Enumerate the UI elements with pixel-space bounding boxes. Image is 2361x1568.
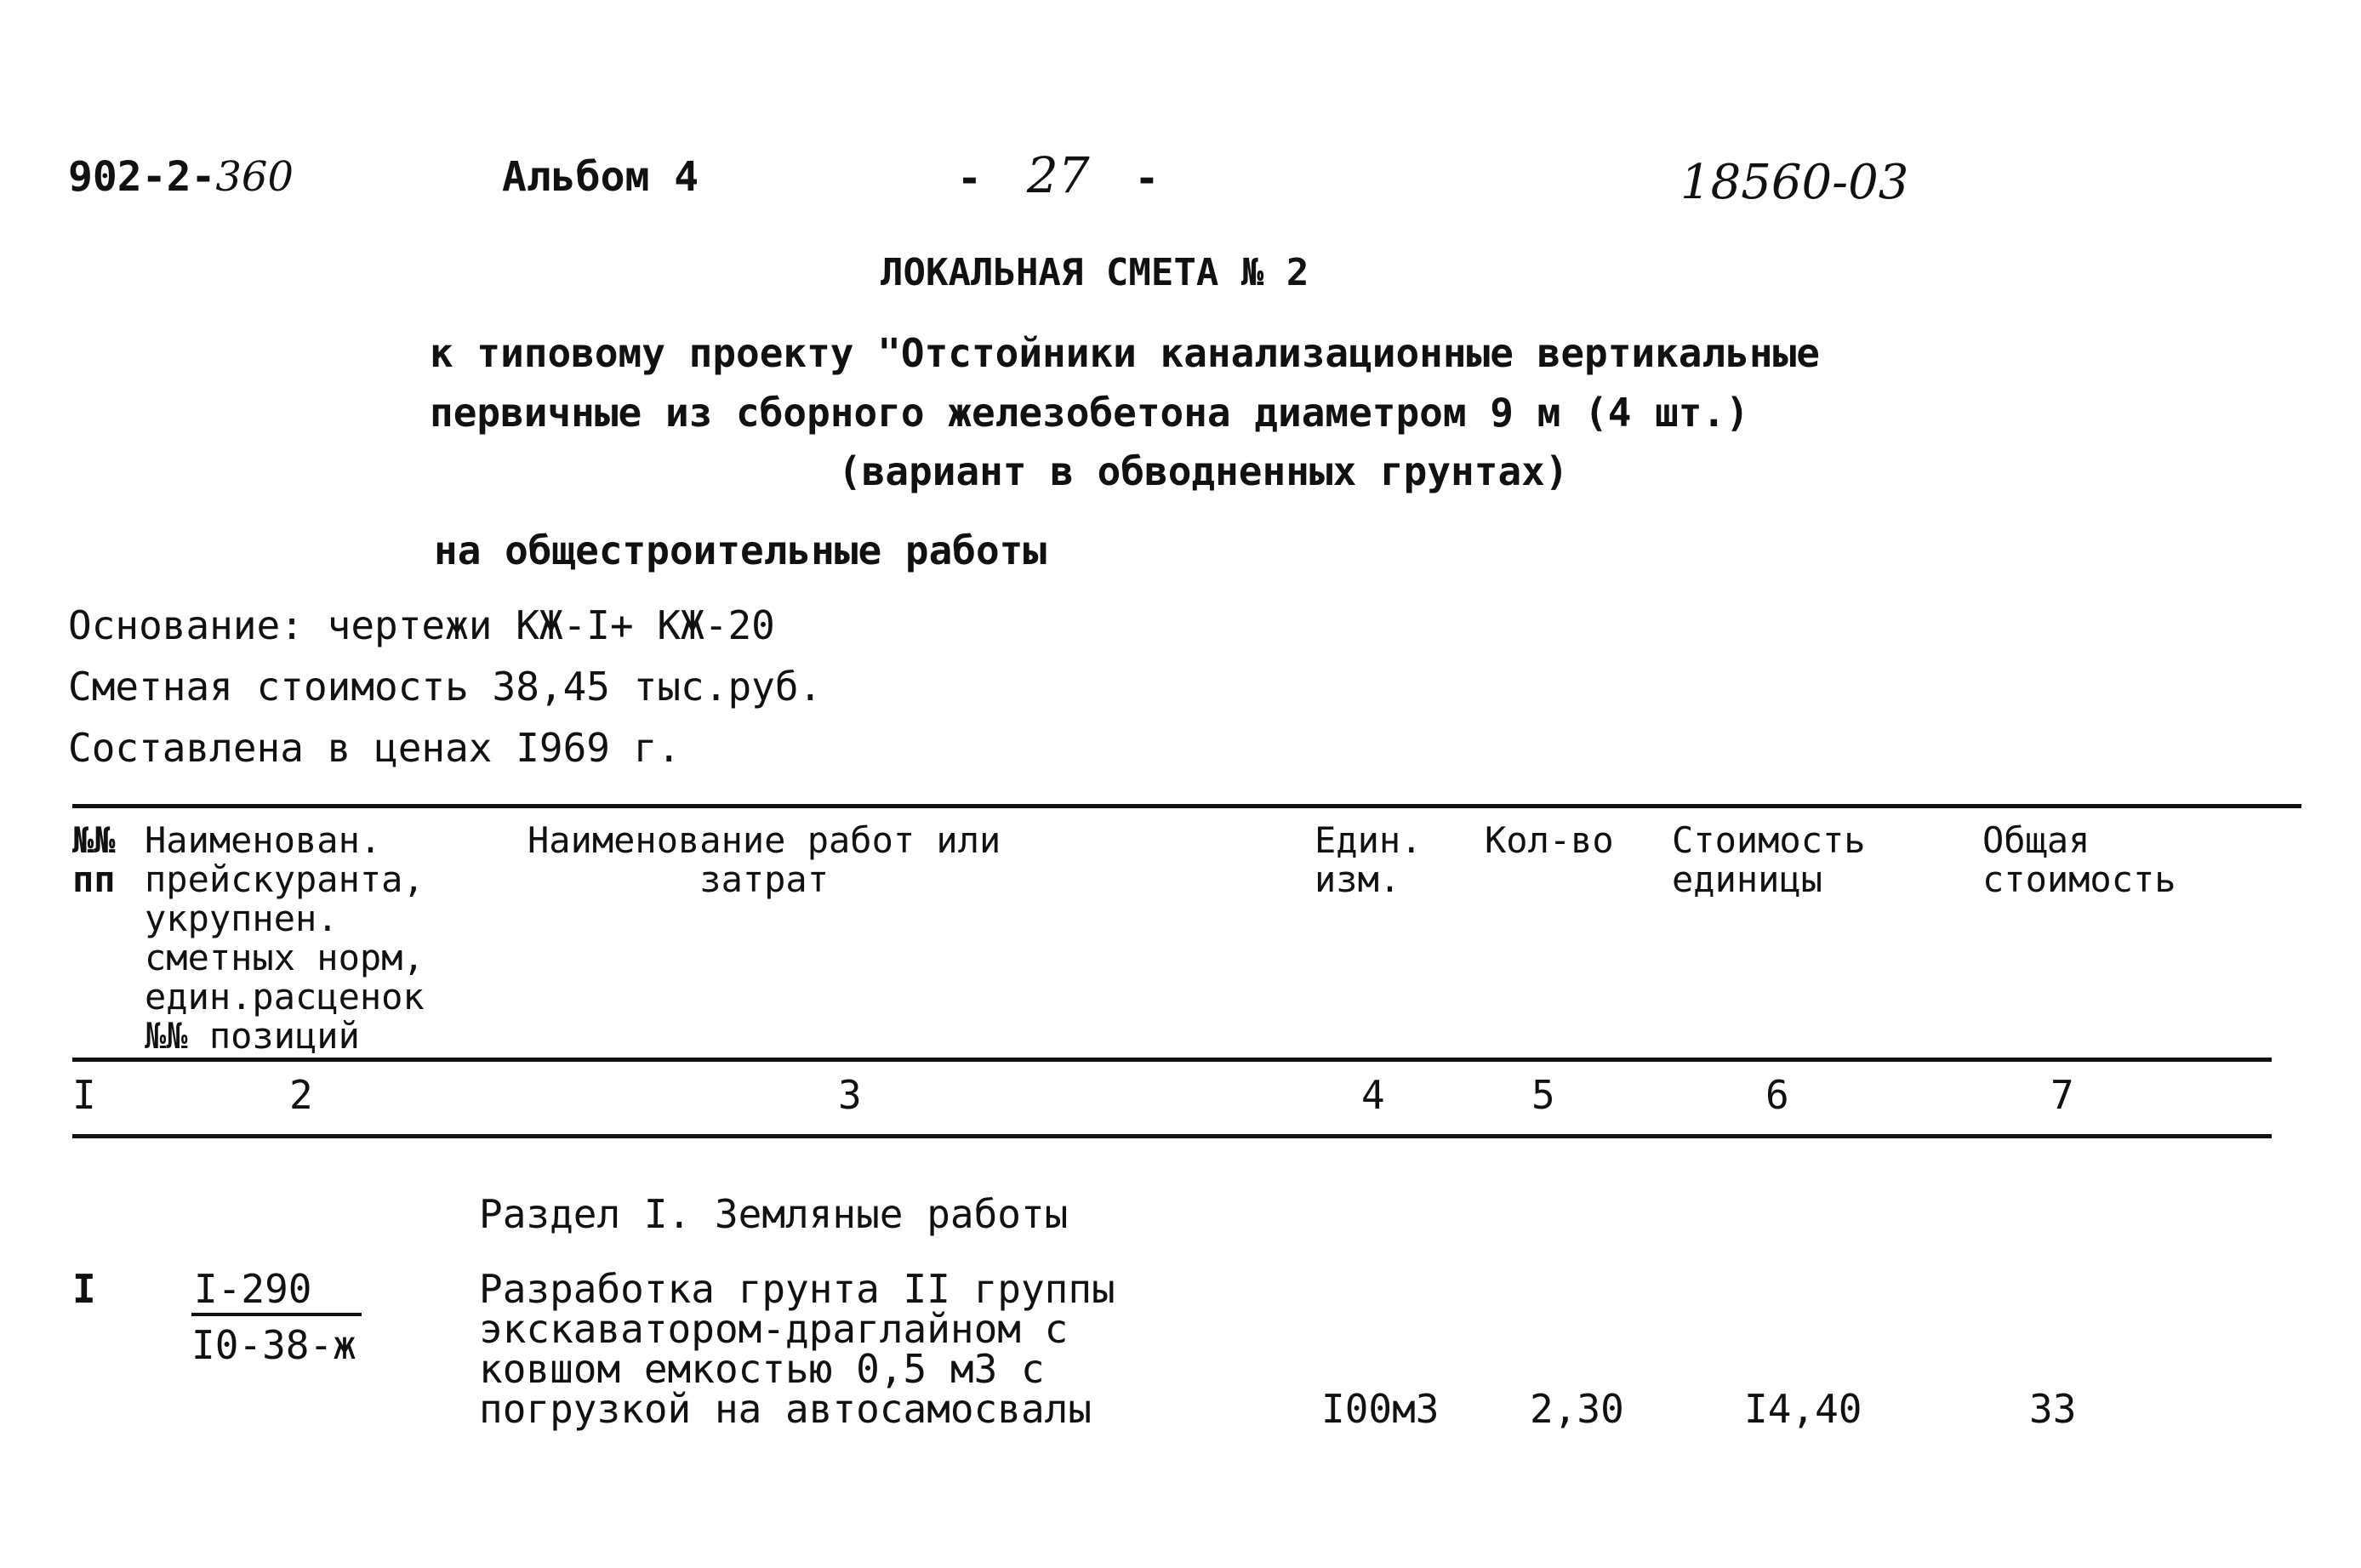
- project-line-1: к типовому проекту "Отстойники канализационные вертикальные: [430, 330, 1820, 376]
- column-number-7: 7: [2050, 1072, 2074, 1118]
- basis-line: Основание: чертежи КЖ-I+ КЖ-20: [68, 602, 775, 648]
- page-number: [957, 146, 1159, 204]
- header-bottom-rule: [72, 1058, 2272, 1062]
- column-numbers-rule: [72, 1134, 2272, 1138]
- page-dash-left: -: [957, 155, 982, 202]
- header-row-number: №№ пп: [72, 819, 116, 900]
- header-quantity: Кол-во: [1485, 819, 1614, 861]
- page-dash-right: -: [1134, 155, 1160, 202]
- unit-cost-value: I4,40: [1744, 1386, 1862, 1432]
- price-code-fraction-bar: [191, 1313, 362, 1316]
- project-variant: (вариант в обводненных грунтах): [838, 448, 1569, 494]
- work-type: на общестроительные работы: [434, 527, 1047, 573]
- estimated-cost-line: Сметная стоимость 38,45 тыс.руб.: [68, 664, 823, 710]
- document-number-handwritten: 360: [215, 153, 294, 201]
- column-number-3: 3: [838, 1072, 862, 1118]
- header-work-name: Наименование работ или затрат: [528, 819, 1001, 900]
- column-number-1: I: [72, 1072, 96, 1118]
- document-number: [68, 153, 294, 201]
- album-label: Альбом 4: [502, 153, 699, 201]
- header-price-list: Наименован. прейскуранта, укрупнен. сметных норм, един.расценок №№ позиций: [145, 819, 425, 1057]
- price-code-numerator: I-290: [194, 1266, 312, 1312]
- project-line-2: первичные из сборного железобетона диаметром 9 м (4 шт.): [430, 390, 1749, 436]
- section-title: Раздел I. Земляные работы: [479, 1191, 1069, 1237]
- work-description: Разработка грунта II группы экскаватором-драглайном с ковшом емкостью 0,5 м3 с погрузкой на автосамосвалы: [479, 1266, 1115, 1432]
- column-number-6: 6: [1765, 1072, 1789, 1118]
- column-number-5: 5: [1531, 1072, 1555, 1118]
- document-number-printed: 902-2-: [68, 153, 216, 201]
- price-base-line: Составлена в ценах I969 г.: [68, 725, 681, 771]
- header-unit: Един. изм.: [1315, 819, 1423, 900]
- page-number-value: 27: [1026, 146, 1090, 204]
- column-number-4: 4: [1361, 1072, 1385, 1118]
- header-unit-cost: Стоимость единицы: [1672, 819, 1866, 900]
- header-total-cost: Общая стоимость: [1982, 819, 2176, 900]
- total-cost-value: 33: [2029, 1386, 2077, 1432]
- column-number-2: 2: [289, 1072, 313, 1118]
- estimate-title: ЛОКАЛЬНАЯ СМЕТА № 2: [881, 251, 1309, 294]
- unit-value: I00м3: [1321, 1386, 1440, 1432]
- price-code-denominator: I0-38-ж: [191, 1322, 356, 1368]
- row-number: I: [72, 1266, 96, 1312]
- quantity-value: 2,30: [1530, 1386, 1624, 1432]
- archive-number: 18560-03: [1680, 155, 1909, 210]
- table-top-rule: [72, 804, 2301, 808]
